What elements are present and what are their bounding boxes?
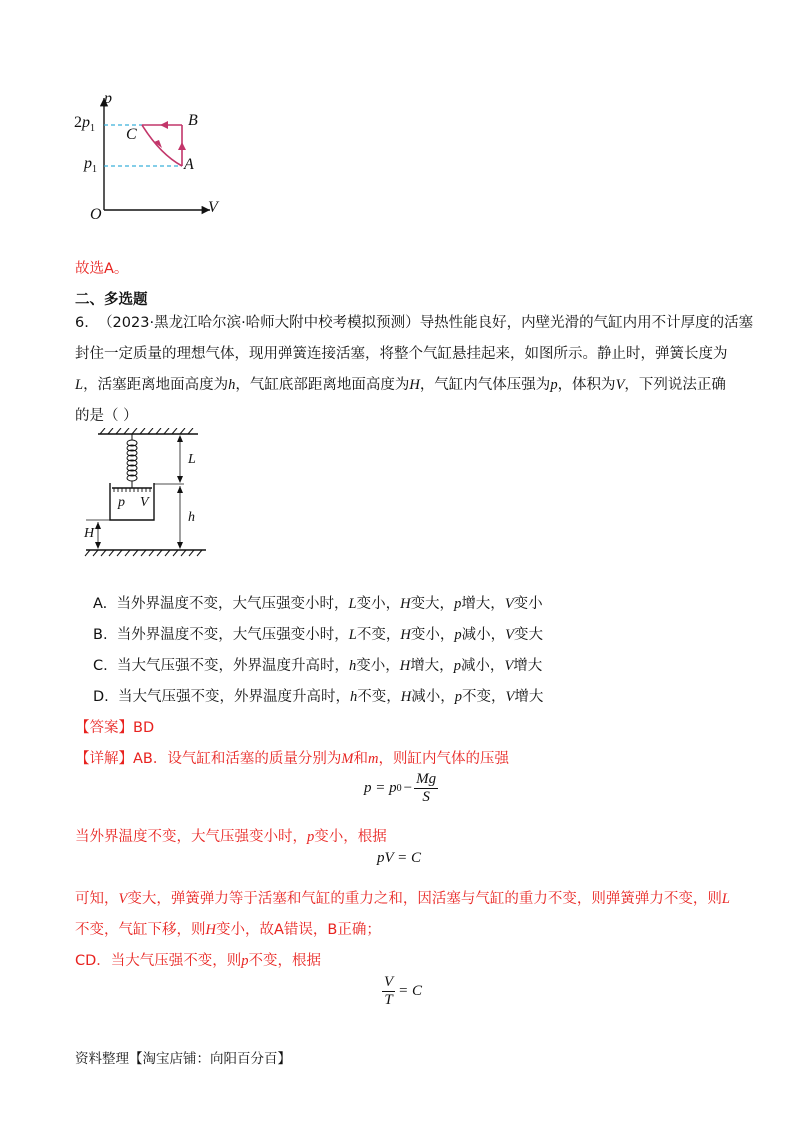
apparatus-figure: [84, 428, 209, 563]
answer: 【答案】BD: [75, 720, 155, 736]
label-V: V: [140, 495, 149, 510]
label-L: L: [188, 452, 196, 467]
detail-line-4: 不变，气缸下移，则H变小，故A错误，B正确；: [75, 922, 381, 938]
equation-2: pV = C: [377, 850, 422, 866]
label-h: h: [188, 510, 195, 525]
detail-line-5: CD．当大气压强不变，则p不变，根据: [75, 953, 322, 969]
question-stem-line-2: 封住一定质量的理想气体，现用弹簧连接活塞，将整个气缸悬挂起来，如图所示。静止时，弹簧长度为: [75, 346, 728, 362]
answer-value: BD: [133, 720, 155, 736]
equation-1: p = p 0 − $\frac{Mg}{S}$: [364, 771, 437, 806]
origin-label: O: [90, 206, 102, 223]
arrow-ab: [178, 142, 186, 150]
point-b-label: B: [188, 112, 198, 129]
point-a-label: A: [184, 156, 194, 173]
option-d[interactable]: D. 当大气压强不变，外界温度升高时，h不变，H减小，p不变，V增大: [93, 689, 544, 705]
option-a[interactable]: A. 当外界温度不变，大气压强变小时，L变小，H变大，p增大，V变小: [93, 596, 543, 612]
section-title: 二、多选题: [75, 292, 148, 308]
equation-3: $\frac{V}{T}$ = C: [384, 974, 423, 1009]
axis-label-v: V: [208, 199, 218, 216]
spring: [127, 440, 137, 481]
tick-2p1: $2p_1$: [74, 114, 95, 135]
footer: 资料整理【淘宝店铺：向阳百分百】: [75, 1051, 291, 1067]
label-p: p: [118, 495, 125, 510]
detail-line-3: 可知，V变大，弹簧弹力等于活塞和气缸的重力之和，因活塞与气缸的重力不变，则弹簧弹力不变，则L: [75, 891, 730, 907]
detail-line-2: 当外界温度不变，大气压强变小时，p变小，根据: [75, 829, 387, 845]
curve-ca: [142, 125, 182, 166]
label-H: H: [84, 526, 95, 541]
axis-label-p: p: [104, 90, 112, 107]
point-c-label: C: [126, 126, 137, 143]
prev-answer: 故选A。: [75, 261, 129, 277]
question-stem-line-3: L，活塞距离地面高度为h，气缸底部距离地面高度为H，气缸内气体压强为p，体积为V，下列说法正确: [75, 377, 726, 393]
option-c[interactable]: C. 当大气压强不变，外界温度升高时，h变小，H增大，p减小，V增大: [93, 658, 543, 674]
option-b[interactable]: B. 当外界温度不变，大气压强变小时，L不变，H变小，p减小，V变大: [93, 627, 543, 643]
pv-graph: [70, 92, 230, 227]
question-stem-line-1: 6. （2023·黑龙江哈尔滨·哈师大附中校考模拟预测）导热性能良好，内壁光滑的气缸内用不计厚度的活塞: [75, 315, 754, 331]
question-stem-line-4: 的是（ ）: [75, 408, 138, 424]
question-number: 6.: [75, 315, 89, 331]
detail-line-1: 【详解】AB．设气缸和活塞的质量分别为M和m，则缸内气体的压强: [75, 751, 509, 767]
arrow-bc: [160, 121, 168, 129]
question-source: （2023·黑龙江哈尔滨·哈师大附中校考模拟预测）: [98, 315, 420, 331]
tick-p1: $p_1$: [84, 155, 97, 176]
